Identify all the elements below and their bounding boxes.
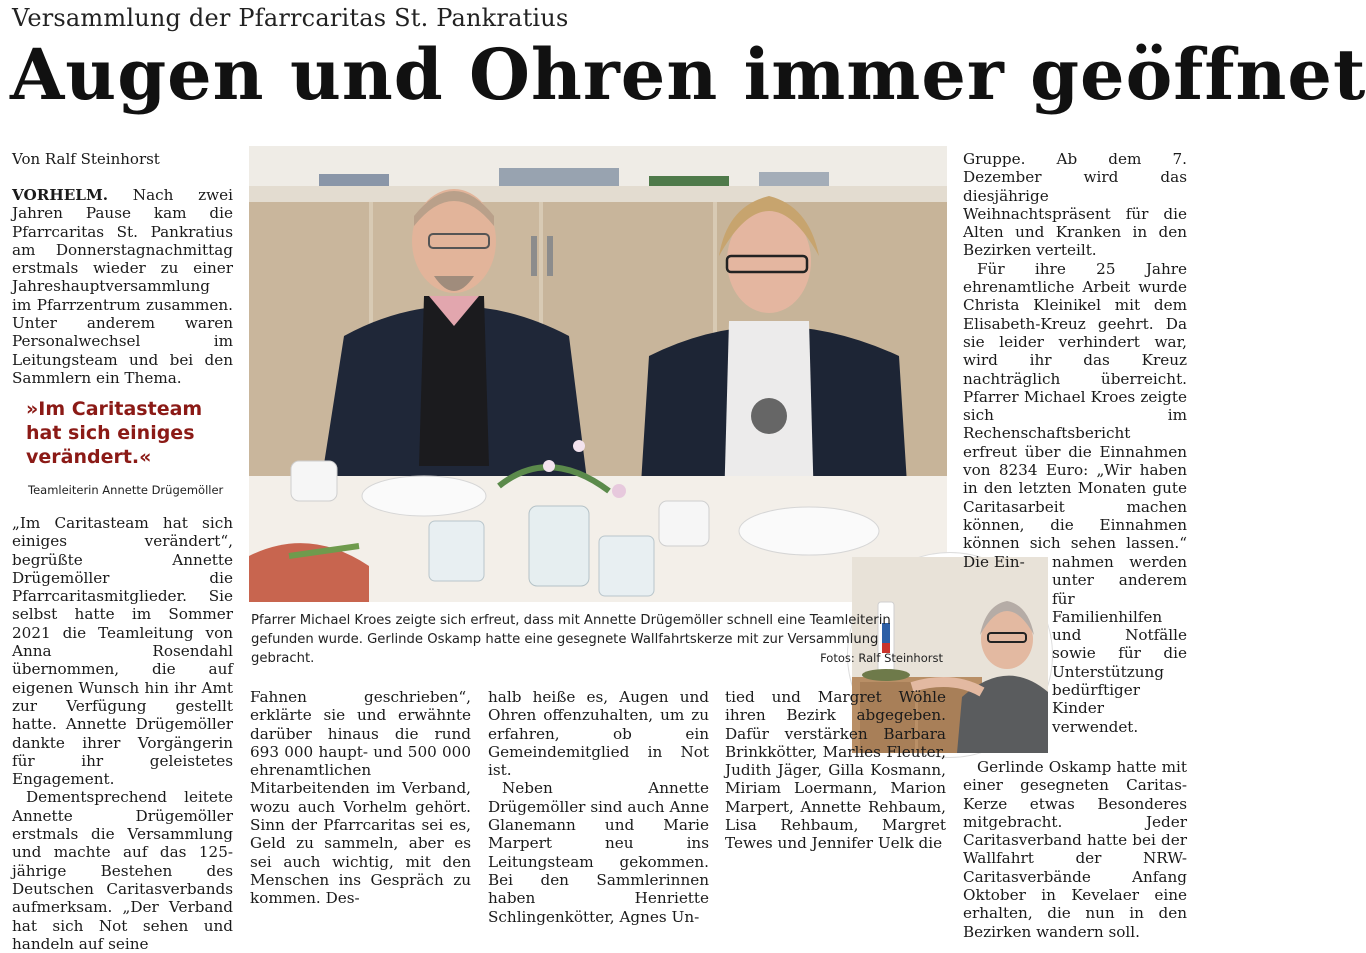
article-byline: Von Ralf Steinhorst <box>12 150 160 168</box>
paragraph: Neben Annette Drügemöller sind auch Anne Glanemann und Marie Marpert neu ins Leitungsteam gekommen. Bei den Sammlerinnen haben Henriette Schlingenkötter, Agnes Un- <box>488 779 709 926</box>
lead-paragraph <box>12 186 233 387</box>
column-5-end <box>963 758 1187 941</box>
photo-credit: Fotos: Ralf Steinhorst <box>820 651 943 665</box>
paragraph: Dementsprechend leitete Annette Drügemöller erstmals die Versammlung und machte auf das 125-jährige Bestehen des Deutschen Caritasverbands aufmerksam. „Der Verband hat sich Not sehen und handeln auf seine <box>12 788 233 953</box>
paragraph: Fahnen geschrieben“, erklärte sie und erwähnte darüber hinaus die rund 693 000 haupt- und 500 000 ehrenamtlichen Mitarbeitenden im Verband, wozu auch Vorhelm gehört. Sinn der Pfarrcaritas sei es, Geld zu sammeln, aber es sei auch wichtig, mit den Menschen ins Gespräch zu kommen. Des- <box>250 688 471 908</box>
article-headline: Augen und Ohren immer geöffnet <box>10 33 1366 116</box>
column-1 <box>12 514 233 953</box>
paragraph: tied und Margret Wöhle ihren Bezirk abgegeben. Dafür verstärken Barbara Brinkkötter, Marlies Fleuter, Judith Jäger, Gilla Kosmann, Miriam Loermann, Marion Marpert, Annette Rehbaum, Lisa Rehbaum, Margret Tewes und Jennifer Uelk die <box>725 688 946 853</box>
paragraph: halb heiße es, Augen und Ohren offenzuhalten, um zu erfahren, ob ein Gemeindemitglied in Not ist. <box>488 688 709 780</box>
column-4 <box>725 688 946 853</box>
lead-text: Nach zwei Jahren Pause kam die Pfarrcaritas St. Pankratius am Donnerstagnachmittag erstmals wieder zu einer Jahreshauptversammlung im Pfarrzentrum zusammen. Unter anderem waren Personalwechsel im Leitungsteam und bei den Sammlern ein Thema. <box>12 186 233 387</box>
paragraph: Gerlinde Oskamp hatte mit einer gesegneten Caritas-Kerze etwas Besonderes mitgebracht. Jeder Caritasverband hatte bei der Wallfahrt der NRW-Caritasverbände Anfang Oktober in Kevelaer eine erhalten, die nun in den Bezirken wandern soll. <box>963 758 1187 941</box>
pull-quote-source: Teamleiterin Annette Drügemöller <box>28 483 224 497</box>
photo-caption: Pfarrer Michael Kroes zeigte sich erfreut, dass mit Annette Drügemöller schnell eine Teamleiterin gefunden wurde. Gerlinde Oskamp hatte eine gesegnete Wallfahrtskerze mit zur Versammlung gebracht. <box>251 613 891 666</box>
column-5 <box>963 150 1187 571</box>
paragraph: nahmen werden unter anderem für Familienhilfen und Notfälle sowie für die Unterstützung bedürftiger Kinder verwendet. <box>1052 553 1187 736</box>
dateline: VORHELM. <box>12 186 109 204</box>
paragraph: Für ihre 25 Jahre ehrenamtliche Arbeit wurde Christa Kleinikel mit dem Elisabeth-Kreuz geehrt. Da sie leider verhindert war, wird ihr das Kreuz nachträglich überreicht. Pfarrer Michael Kroes zeigte sich im Rechenschaftsbericht erfreut über die Einnahmen von 8234 Euro: „Wir haben in den letzten Monaten gute Caritasarbeit machen können, die Einnahmen können sich sehen lassen.“ Die Ein- <box>963 259 1187 571</box>
main-photo <box>249 146 947 602</box>
column-2 <box>250 688 471 908</box>
paragraph: Gruppe. Ab dem 7. Dezember wird das diesjährige Weihnachtspräsent für die Alten und Kranken in den Bezirken verteilt. <box>963 150 1187 260</box>
photo-illustration <box>249 146 947 602</box>
pull-quote: »Im Caritasteam hat sich einiges verändert.« <box>26 398 203 468</box>
article-kicker: Versammlung der Pfarrcaritas St. Pankratius <box>12 4 569 32</box>
column-5-wrap <box>1052 553 1187 736</box>
column-3 <box>488 688 709 926</box>
paragraph: „Im Caritasteam hat sich einiges verändert“, begrüßte Annette Drügemöller die Pfarrcaritasmitglieder. Sie selbst hatte im Sommer 2021 die Teamleitung von Anna Rosendahl übernommen, die auf eigenen Wunsch hin ihr Amt zur Verfügung gestellt hatte. Annette Drügemöller dankte ihrer Vorgängerin für ihr geleistetes Engagement. <box>12 514 233 789</box>
